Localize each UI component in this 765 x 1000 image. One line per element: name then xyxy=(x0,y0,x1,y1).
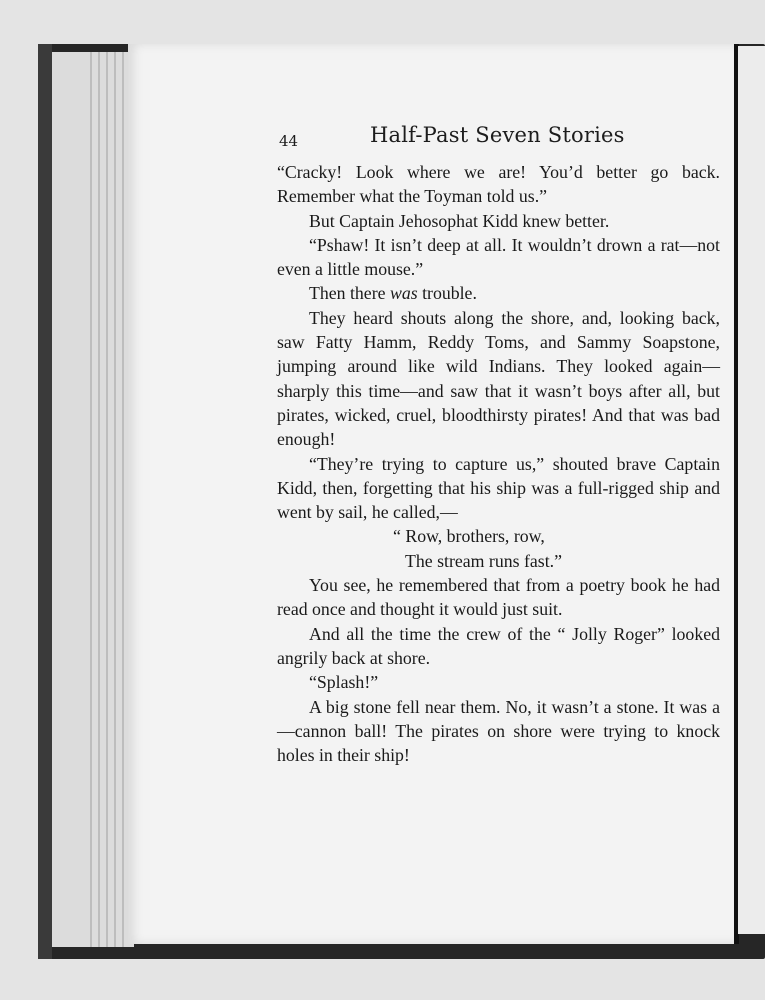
paragraph xyxy=(277,281,720,305)
paragraph: You see, he remembered that from a poetry book he had read once and thought it would just suit. xyxy=(277,575,720,620)
page-edge-line xyxy=(98,52,100,947)
book-spine-edge xyxy=(38,44,52,959)
paragraph: And all the time the crew of the “ Jolly Roger” looked angrily back at shore. xyxy=(277,623,720,668)
paragraph: “They’re trying to capture us,” shouted brave Captain Kidd, then, forgetting that his ship was a full-rigged ship and went by sail, he called,— xyxy=(277,453,720,523)
paragraph: “Pshaw! It isn’t deep at all. It wouldn’t drown a rat—not even a little mouse.” xyxy=(277,234,720,280)
paragraph: But Captain Jehosophat Kidd knew better. xyxy=(309,210,610,231)
page-edge-line xyxy=(122,52,124,947)
page-header xyxy=(279,123,719,153)
left-page-stack xyxy=(52,52,134,947)
next-page-edge xyxy=(738,46,765,934)
text-run: Then there xyxy=(309,283,390,304)
body-text xyxy=(277,160,720,767)
page-number: 44 xyxy=(279,132,299,150)
paragraph: “Splash!” xyxy=(309,672,379,693)
paragraph: A big stone fell near them. No, it wasn’t a stone. It was a—cannon ball! The pirates on shore were trying to knock holes in their ship! xyxy=(277,696,720,766)
running-title: Half-Past Seven Stories xyxy=(370,123,625,147)
verse-line: The stream runs fast.” xyxy=(405,550,563,571)
text-run: trouble. xyxy=(417,283,477,304)
page-edge-line xyxy=(90,52,92,947)
emphasized-word: was xyxy=(389,283,418,304)
verse-block xyxy=(277,524,720,573)
paragraph: They heard shouts along the shore, and, looking back, saw Fatty Hamm, Reddy Toms, and Sammy Soapstone, jumping around like wild Indians. They looked again—sharply this time—and saw that it wasn’t boys after all, but pirates, wicked, cruel, bloodthirsty pirates! And that was bad enough! xyxy=(277,307,720,450)
page-edge-line xyxy=(106,52,108,947)
paragraph: “Cracky! Look where we are! You’d better go back. Remember what the Toyman told us.” xyxy=(277,162,720,207)
verse-line: “ Row, brothers, row, xyxy=(393,526,545,547)
page-edge-line xyxy=(114,52,116,947)
